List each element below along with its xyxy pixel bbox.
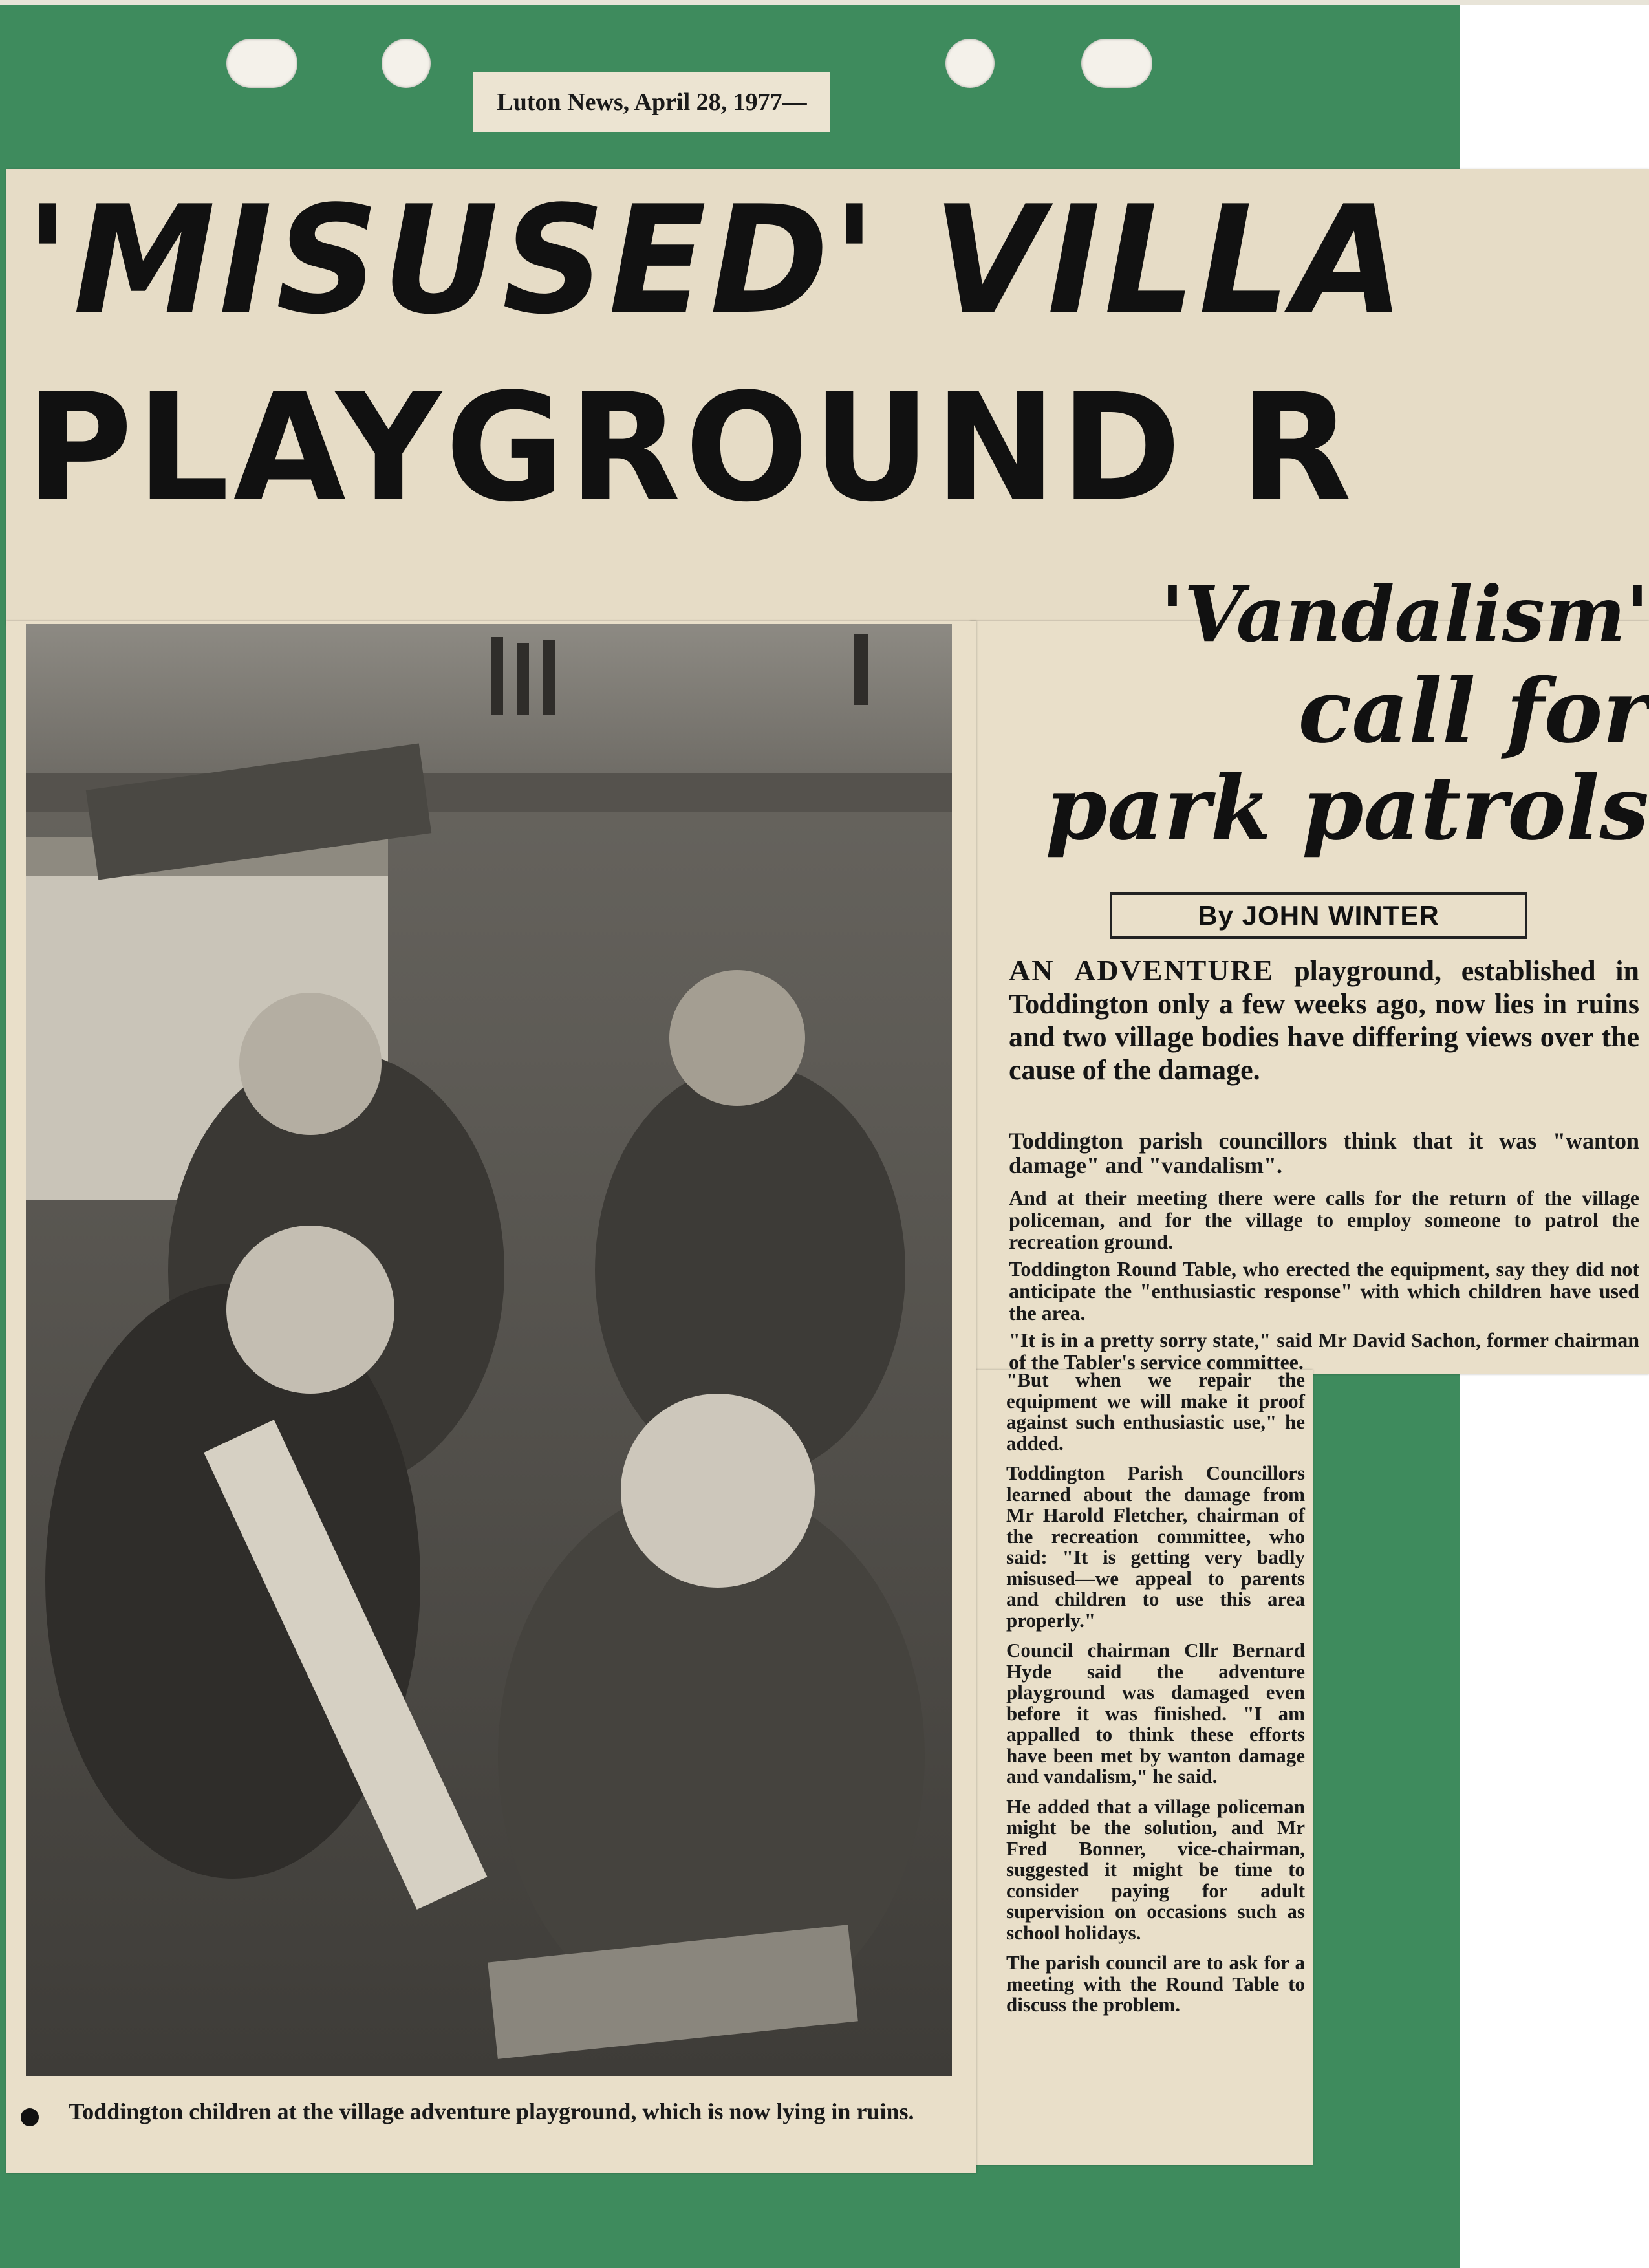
subhead-line-3: park patrols [1045,757,1649,860]
punch-hole [382,39,431,88]
children-photo [26,624,952,2076]
dateline-label: Luton News, April 28, 1977— [473,72,830,132]
subhead-line-1: 'Vandalism' [1160,569,1649,659]
punch-hole [226,39,297,88]
article-wide-column [1009,1129,1639,1378]
photo-illustration [26,624,952,2076]
article-paragraph: Toddington Parish Councillors learned about the damage from Mr Harold Fletcher, chairman of the recreation committee, who said: "It is getting very badly misused—we appeal to parents and children to use this area properly." [1006,1462,1305,1632]
article-narrow-column [1006,1370,1305,2025]
article-paragraph: The parish council are to ask for a meeting with the Round Table to discuss the problem. [1006,1951,1305,2016]
lead-text: playground, established in Toddington only a few weeks ago, now lies in ruins and two village bodies have differing views over the cause of the damage. [1009,955,1639,1086]
headline-line-1: 'MISUSED' VILLA [26,175,1408,347]
article-paragraph: "But when we repair the equipment we will make it proof against such enthusiastic use," he added. [1006,1368,1305,1454]
punch-hole [945,39,995,88]
article-lead [1009,954,1639,1086]
byline: By JOHN WINTER [1110,892,1527,939]
article-paragraph: And at their meeting there were calls for the return of the village policeman, and for the village to employ someone to patrol the recreation ground. [1009,1186,1639,1253]
article-paragraph: He added that a village policeman might be the solution, and Mr Fred Bonner, vice-chairman, suggested it might be time to consider paying for adult supervision on occasions such as school holidays. [1006,1795,1305,1944]
article-paragraph: Toddington Round Table, who erected the equipment, say they did not anticipate the "enthusiastic response" with which children have used the area. [1009,1257,1639,1324]
photo-caption: Toddington children at the village adventure playground, which is now lying in ruins. [69,2099,914,2124]
article-paragraph: Toddington parish councillors think that it was "wanton damage" and "vandalism". [1009,1128,1639,1178]
headline-line-2: PLAYGROUND R [26,362,1356,535]
subhead-line-2: call for [1298,660,1649,763]
lead-first-words: AN ADVENTURE [1009,954,1275,987]
page-edge [0,0,1649,5]
punch-hole [1081,39,1152,88]
article-paragraph: "It is in a pretty sorry state," said Mr David Sachon, former chairman of the Tabler's service committee. [1009,1328,1639,1374]
article-paragraph: Council chairman Cllr Bernard Hyde said the adventure playground was damaged even before it was finished. "I am appalled to think these efforts have been met by wanton damage and vandalism," he said. [1006,1639,1305,1787]
